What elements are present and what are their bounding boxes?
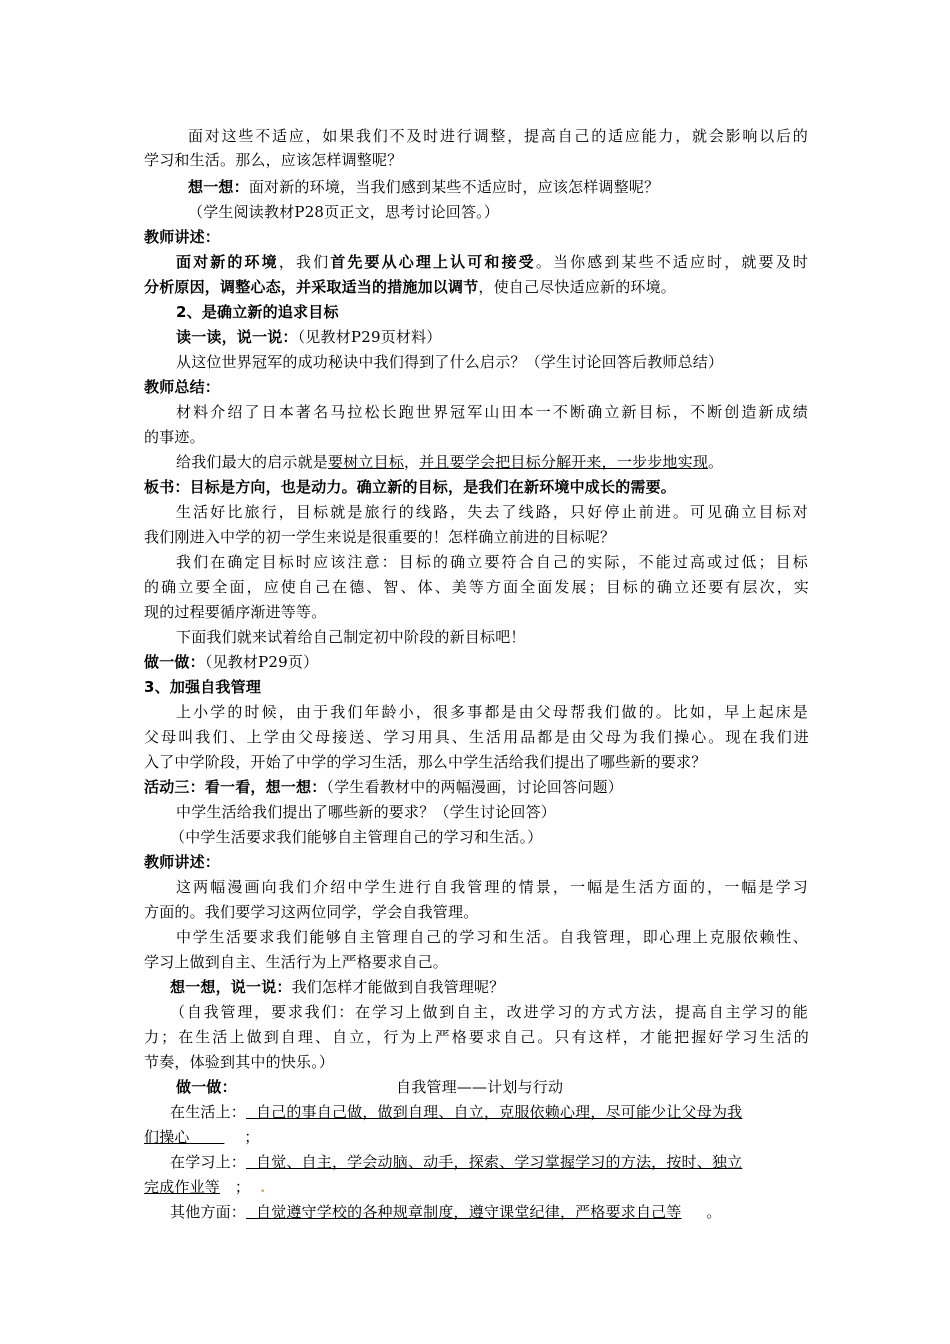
paragraph-line: （中学生活要求我们能够自主管理自己的学习和生活。）	[170, 828, 543, 846]
paragraph-line: 材料介绍了日本著名马拉松长跑世界冠军山田本一不断确立新目标，不断创造新成绩	[176, 403, 808, 421]
paragraph-line: 给我们最大的启示就是要树立目标，并且要学会把目标分解开来，一步步地实现。	[176, 453, 724, 471]
paragraph-line: 生活好比旅行，目标就是旅行的线路，失去了线路，只好停止前进。可见确立目标对	[176, 503, 808, 521]
blackboard-note: 板书：目标是方向，也是动力。确立新的目标，是我们在新环境中成长的需要。	[144, 478, 677, 496]
think-prompt: 想一想，说一说：我们怎样才能做到自我管理呢？	[170, 978, 505, 996]
plan-study-answer: 自觉、自主，学会动脑、动手，探索、学习掌握学习的方法，按时、独立	[255, 1153, 743, 1171]
paragraph-line: 面对这些不适应，如果我们不及时进行调整，提高自己的适应能力，就会影响以后的	[188, 127, 808, 145]
paragraph-line: 节奏，体验到其中的快乐。）	[144, 1053, 335, 1071]
paragraph-line: 方面的。我们要学习这两位同学，学会自我管理。	[144, 903, 479, 921]
section-heading: 教师讲述：	[144, 853, 221, 871]
paragraph-line: 的确立要全面，应使自己在德、智、体、美等方面全面发展；目标的确立还要有层次，实	[144, 578, 809, 596]
paragraph-line: 这两幅漫画向我们介绍中学生进行自我管理的情景，一幅是生活方面的，一幅是学习	[176, 878, 808, 896]
paragraph-line: 力；在生活上做到自理、自立，行为上严格要求自己。只有这样，才能把握好学习生活的	[144, 1028, 809, 1046]
paragraph-line: 入了中学阶段，开始了中学的学习生活，那么中学生活给我们提出了哪些新的要求？	[144, 753, 707, 771]
section-heading: 教师讲述：	[144, 228, 221, 246]
read-prompt: 读一读，说一说：（见教材P29页材料）	[176, 328, 442, 346]
paragraph-line: （自我管理，要求我们：在学习上做到自主，改进学习的方式方法，提高自主学习的能	[170, 1003, 808, 1021]
paragraph-line: 我们刚进入中学的初一学生来说是很重要的！怎样确立前进的目标呢？	[144, 528, 616, 546]
paragraph-line: 上小学的时候，由于我们年龄小，很多事都是由父母帮我们做的。比如，早上起床是	[176, 703, 808, 721]
plan-life-answer: 自己的事自己做，做到自理、自立，克服依赖心理，尽可能少让父母为我	[255, 1103, 743, 1121]
plan-life-line: 在生活上： 自己的事自己做，做到自理、自立，克服依赖心理，尽可能少让父母为我	[170, 1103, 743, 1121]
do-prompt: 做一做：	[176, 1078, 237, 1096]
plan-other-line: 其他方面： 自觉遵守学校的各种规章制度，遵守课堂纪律，严格要求自己等 。	[170, 1203, 722, 1221]
paragraph-line: 父母叫我们、上学由父母接送、学习用具、生活用品都是由父母为我们操心。现在我们进	[144, 728, 809, 746]
paragraph-line: 学习上做到自主、生活行为上严格要求自己。	[144, 953, 449, 971]
section-heading: 教师总结：	[144, 378, 221, 396]
paragraph-line: 下面我们就来试着给自己制定初中阶段的新目标吧！	[176, 628, 526, 646]
plan-life-line: 们操心 ；	[144, 1128, 260, 1146]
plan-study-line: 完成作业等 ； .	[144, 1178, 266, 1196]
plan-title: 自我管理——计划与行动	[396, 1078, 564, 1096]
plan-study-line: 在学习上： 自觉、自主，学会动脑、动手，探索、学习掌握学习的方法，按时、独立	[170, 1153, 743, 1171]
student-note: （学生阅读教材P28页正文，思考讨论回答。）	[188, 203, 500, 221]
section-heading: 2、是确立新的追求目标	[176, 303, 339, 321]
paragraph-line: 面对新的环境，我们首先要从心理上认可和接受。当你感到某些不适应时，就要及时	[176, 253, 809, 271]
paragraph-line: 中学生活给我们提出了哪些新的要求？（学生讨论回答）	[176, 803, 557, 821]
plan-other-answer: 自觉遵守学校的各种规章制度，遵守课堂纪律，严格要求自己等	[255, 1203, 682, 1221]
paragraph-line: 分析原因，调整心态，并采取适当的措施加以调节，使自己尽快适应新的环境。	[144, 278, 677, 296]
paragraph-line: 从这位世界冠军的成功秘诀中我们得到了什么启示？（学生讨论回答后教师总结）	[176, 353, 724, 371]
activity-prompt: 活动三：看一看，想一想：（学生看教材中的两幅漫画，讨论回答问题）	[144, 778, 623, 796]
do-prompt: 做一做：（见教材P29页）	[144, 653, 319, 671]
paragraph-line: 的事迹。	[144, 428, 205, 446]
paragraph-line: 我们在确定目标时应该注意：目标的确立要符合自己的实际，不能过高或过低；目标	[176, 553, 808, 571]
section-heading: 3、加强自我管理	[144, 678, 262, 696]
think-prompt: 想一想：面对新的环境，当我们感到某些不适应时，应该怎样调整呢？	[188, 178, 660, 196]
paragraph-line: 中学生活要求我们能够自主管理自己的学习和生活。自我管理，即心理上克服依赖性、	[176, 928, 808, 946]
paragraph-line: 现的过程要循序渐进等等。	[144, 603, 327, 621]
paragraph-line: 学习和生活。那么，应该怎样调整呢？	[144, 151, 403, 169]
